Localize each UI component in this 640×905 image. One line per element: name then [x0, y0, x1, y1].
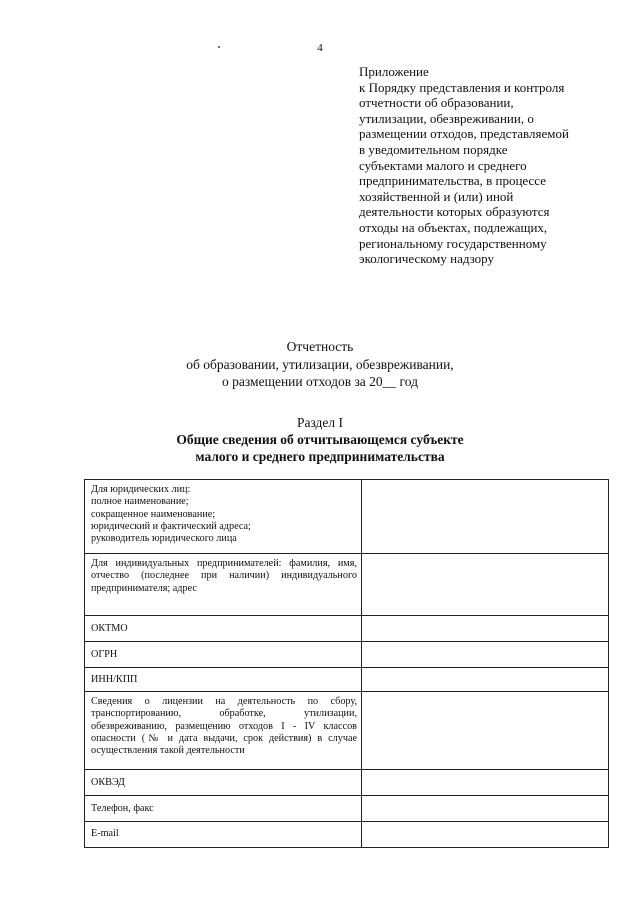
- appendix-line: предпринимательства, в процессе: [359, 173, 546, 189]
- general-info-table: [84, 479, 609, 848]
- appendix-line: утилизации, обезвреживании, о: [359, 110, 534, 126]
- table-row: [85, 554, 609, 616]
- value-field-oktmo[interactable]: [362, 616, 609, 642]
- table-row: [85, 668, 609, 692]
- row-label-line: сокращенное наименование;: [91, 508, 216, 520]
- section-label: Раздел I: [296, 415, 344, 430]
- table-row: [85, 616, 609, 642]
- report-title-line: Отчетность: [286, 339, 354, 354]
- row-label-license-info: Сведения о лицензии на деятельность по сбору, транспортированию, обработке, утилизации, обезвреживанию, размещению отходов I - IV классов опасности (№ и дата выдачи, срок действия) в случае осуществления такой деятельности: [85, 692, 362, 770]
- appendix-line: в уведомительном порядке: [359, 141, 508, 157]
- report-title: [0, 338, 640, 391]
- appendix-line: деятельности которых образуются: [359, 204, 550, 220]
- table-row: [85, 480, 609, 554]
- value-field-license-info[interactable]: [362, 692, 609, 770]
- value-field-individual-entrepreneur[interactable]: [362, 554, 609, 616]
- appendix-line: размещении отходов, представляемой: [359, 126, 569, 142]
- appendix-line: отчетности об образовании,: [359, 95, 514, 111]
- row-label-legal-entity: [85, 480, 362, 554]
- value-field-okved[interactable]: [362, 770, 609, 796]
- table-row: [85, 642, 609, 668]
- value-field-ogrn[interactable]: [362, 642, 609, 668]
- table-row: [85, 796, 609, 822]
- row-label-individual-entrepreneur: Для индивидуальных предпринимателей: фамилия, имя, отчество (последнее при наличии) индивидуального предпринимателя; адрес: [85, 554, 362, 616]
- appendix-line: региональному государственному: [359, 235, 547, 251]
- value-field-inn-kpp[interactable]: [362, 668, 609, 692]
- section-title-line: малого и среднего предпринимательства: [195, 449, 445, 464]
- report-title-line: об образовании, утилизации, обезвреживании,: [186, 356, 454, 372]
- table-row: [85, 822, 609, 848]
- row-label-line: юридический и фактический адреса;: [91, 520, 251, 532]
- section-title-line: Общие сведения об отчитывающемся субъекте: [176, 432, 464, 447]
- row-label-inn-kpp: ИНН/КПП: [85, 668, 362, 692]
- appendix-line: экологическому надзору: [359, 251, 495, 267]
- table-row: [85, 770, 609, 796]
- value-field-legal-entity[interactable]: [362, 480, 609, 554]
- row-label-oktmo: ОКТМО: [85, 616, 362, 642]
- table-row: [85, 692, 609, 770]
- appendix-line: к Порядку представления и контроля: [359, 79, 565, 95]
- row-label-ogrn: ОГРН: [85, 642, 362, 668]
- row-label-phone-fax: Телефон, факс: [85, 796, 362, 822]
- appendix-line: субъектами малого и среднего: [359, 157, 527, 173]
- page-number: 4: [317, 42, 323, 54]
- row-label-line: Для юридических лиц:: [91, 484, 191, 495]
- appendix-line: хозяйственной и (или) иной: [359, 188, 514, 204]
- section-heading: [0, 414, 640, 465]
- appendix-line: отходы на объектах, подлежащих,: [359, 219, 548, 235]
- appendix-header: [359, 64, 609, 267]
- value-field-email[interactable]: [362, 822, 609, 848]
- row-label-line: полное наименование;: [91, 496, 189, 508]
- row-label-email: E-mail: [85, 822, 362, 848]
- row-label-line: руководитель юридического лица: [91, 533, 237, 545]
- value-field-phone-fax[interactable]: [362, 796, 609, 822]
- report-title-line: о размещении отходов за 20__ год: [222, 374, 418, 389]
- row-label-okved: ОКВЭД: [85, 770, 362, 796]
- appendix-line: Приложение: [359, 64, 429, 79]
